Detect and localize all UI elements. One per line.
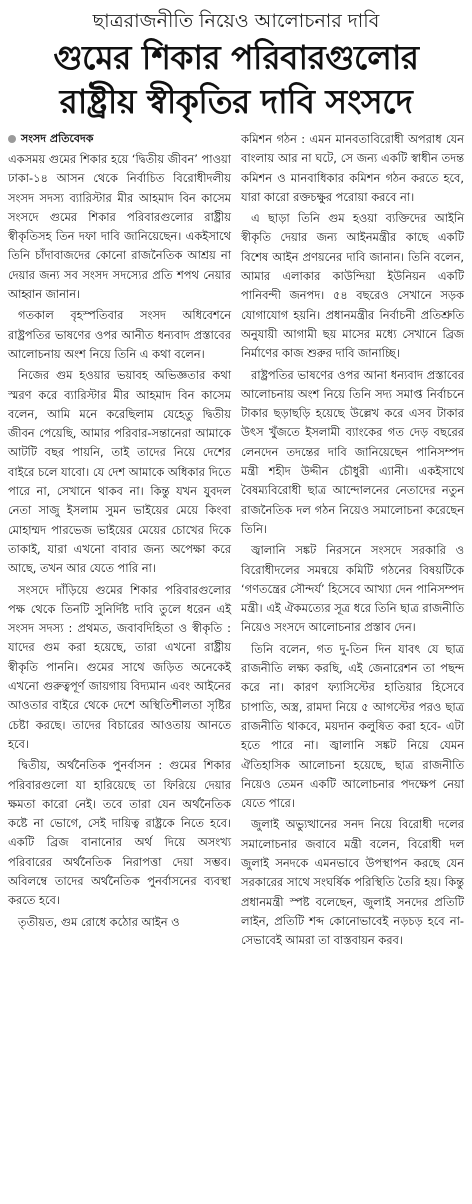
- left-column: [8, 130, 231, 952]
- paragraph: নিজের গুম হওয়ার ভয়াবহ অভিজ্ঞতার কথা স্মরণ করে ব্যারিস্টার মীর আহমাদ বিন কাসেম বলেন, আমি মনে করেছিলাম যেহেতু দ্বিতীয় জীবন পেয়েছি, আমার পরিবার-সন্তানেরা আমাকে আটটি বছর পায়নি, তাই তাদের নিয়ে দেশের বাইরে চলে যাবো। যে দেশ আমাকে অধিকার দিতে পারে না, সেখানে থাকব না। কিন্তু যখন যুবদল নেতা সাজু ইসলাম সুমন ভাইয়ের মেয়ে কিংবা মোহাম্মদ পারভেজ ভাইয়ের মেয়ের চোখের দিকে তাকাই, যারা এখনো বাবার জন্য অপেক্ষা করে আছে, তখন আর যেতে পারি না।: [8, 368, 231, 576]
- paragraph: জ্বালানি সঙ্কট নিরসনে সংসদে সরকারি ও বিরোধীদলের সমন্বয়ে কমিটি গঠনের বিষয়টিকে ‘গণতন্ত্রের সৌন্দর্য’ হিসেবে আখ্যা দেন পানিসম্পদ মন্ত্রী। এই ঐকমত্যের সূত্র ধরে তিনি ছাত্র রাজনীতি নিয়েও সংসদে আলোচনার প্রস্তাব দেন।: [241, 543, 464, 635]
- paragraph: দ্বিতীয়, অর্থনৈতিক পুনর্বাসন : গুমের শিকার পরিবারগুলো যা হারিয়েছে তা ফিরিয়ে দেয়ার ক্ষমতা কারো নেই। তবে তারা যেন অর্থনৈতিক কষ্টে না ভোগে, সেই দায়িত্ব রাষ্ট্রকে নিতে হবে। একটি ব্রিজ বানানোর অর্থ দিয়ে অসংখ্য পরিবারের অর্থনৈতিক নিরাপত্তা দেয়া সম্ভব। অবিলম্বে তাদের অর্থনৈতিক পুনর্বাসনের ব্যবস্থা করতে হবে।: [8, 758, 231, 908]
- article-headline-line1: গুমের শিকার পরিবারগুলোর: [53, 38, 419, 77]
- article-kicker: ছাত্ররাজনীতি নিয়েও আলোচনার দাবি: [92, 10, 380, 32]
- right-column: [241, 130, 464, 952]
- byline-text: সংসদ প্রতিবেদক: [21, 132, 94, 145]
- paragraph: জুলাই অভ্যুত্থানের সনদ নিয়ে বিরোধী দলের সমালোচনার জবাবে মন্ত্রী বলেন, বিরোধী দল জুলাই সনদকে এমনভাবে উপস্থাপন করছে যেন সরকারের সাথে সংঘর্ষিক পরিস্থিতি তৈরি হয়। কিন্তু প্রধানমন্ত্রী স্পষ্ট বলেছেন, জুলাই সনদের প্রতিটি লাইন, প্রতিটি শব্দ কোনোভাবেই নড়চড় হবে না- সেভাবেই আমরা তা বাস্তবায়ন করব।: [241, 817, 464, 948]
- paragraph: তিনি বলেন, গত দু-তিন দিন যাবৎ যে ছাত্র রাজনীতি লক্ষ্য করছি, এই জেনারেশন তা পছন্দ করে না। কারণ ফ্যাসিস্টের হাতিয়ার হিসেবে চাপাতি, অস্ত্র, রামদা নিয়ে ৫ আগস্টের পরও ছাত্র রাজনীতি থাকবে, ময়দান কলুষিত করা হবে- এটা হতে পারে না। জ্বালানি সঙ্কট নিয়ে যেমন ঐতিহাসিক আলোচনা হয়েছে, ছাত্র রাজনীতি নিয়েও তেমন একটি আলোচনার পদক্ষেপ নেয়া যেতে পারে।: [241, 641, 464, 811]
- article-headline-line2: রাষ্ট্রীয় স্বীকৃতির দাবি সংসদে: [59, 82, 413, 121]
- paragraph: গতকাল বৃহস্পতিবার সংসদ অধিবেশনে রাষ্ট্রপতির ভাষণের ওপর আনীত ধন্যবাদ প্রস্তাবের আলোচনায় অংশ নিয়ে তিনি এ কথা বলেন।: [8, 308, 231, 361]
- paragraph: কমিশন গঠন : এমন মানবতাবিরোধী অপরাধ যেন বাংলায় আর না ঘটে, সে জন্য একটি স্বাধীন তদন্ত কমিশন ও মানবাধিকার কমিশন গঠন করতে হবে, যারা কারো রক্তচক্ষুর পরোয়া করবে না।: [241, 132, 464, 204]
- bullet-icon: [8, 135, 16, 143]
- paragraph: তৃতীয়ত, গুম রোধে কঠোর আইন ও: [18, 914, 180, 929]
- paragraph: একসময় গুমের শিকার হয়ে ‘দ্বিতীয় জীবন’ পাওয়া ঢাকা-১৪ আসন থেকে নির্বাচিত বিরোধীদলীয় সংসদ সদস্য ব্যারিস্টার মীর আহমাদ বিন কাসেম সংসদে গুমের শিকার পরিবারগুলোর রাষ্ট্রীয় স্বীকৃতিসহ তিন দফা দাবি জানিয়েছেন। একইসাথে তিনি চাঁদাবাজদের কোনো রাজনৈতিক আশ্রয় না দেয়ার জন্য সব সংসদ সদস্যের প্রতি শপথ নেয়ার আহ্বান জানান।: [8, 152, 231, 302]
- article-body: [8, 130, 464, 952]
- paragraph: সংসদে দাঁড়িয়ে গুমের শিকার পরিবারগুলোর পক্ষ থেকে তিনটি সুনির্দিষ্ট দাবি তুলে ধরেন এই সংসদ সদস্য : প্রথমত, জবাবদিহিতা ও স্বীকৃতি : যাদের গুম করা হয়েছে, তারা এখনো রাষ্ট্রীয় স্বীকৃতি পাননি। গুমের সাথে জড়িত অনেকেই এখনো গুরুত্বপূর্ণ জায়গায় বিদ্যমান এবং আইনের আওতার বাইরে থেকে দেশে অস্থিতিশীলতা সৃষ্টির চেষ্টা করছে। তাদের বিচারের আওতায় আনতে হবে।: [8, 582, 231, 751]
- paragraph: এ ছাড়া তিনি গুম হওয়া ব্যক্তিদের আইনি স্বীকৃতি দেয়ার জন্য আইনমন্ত্রীর কাছে একটি বিশেষ আইন প্রণয়নের দাবি জানান। তিনি বলেন, আমার এলাকার কাউন্দিয়া ইউনিয়ন একটি পানিবন্দী জনপদ। ৫৪ বছরেও সেখানে সড়ক যোগাযোগ হয়নি। প্রধানমন্ত্রীর নির্বাচনী প্রতিশ্রুতি অনুযায়ী আগামী ছয় মাসের মধ্যে সেখানে ব্রিজ নির্মাণের কাজ শুরুর দাবি জানাচ্ছি।: [241, 211, 464, 361]
- byline: [8, 130, 231, 148]
- paragraph: রাষ্ট্রপতির ভাষণের ওপর আনা ধন্যবাদ প্রস্তাবের আলোচনায় অংশ নিয়ে তিনি সদ্য সমাপ্ত নির্বাচনে টাকার ছড়াছড়ি হয়েছে উল্লেখ করে এসব টাকার উৎস খুঁজতে ইসলামী ব্যাংকের গত দেড় বছরের লেনদেন তদন্তের দাবি জানিয়েছেন পানিসম্পদ মন্ত্রী শহীদ উদ্দীন চৌধুরী এ্যানী। একইসাথে বৈষম্যবিরোধী ছাত্র আন্দোলনের নেতাদের নতুন রাজনৈতিক দল গঠন নিয়েও সমালোচনা করেছেন তিনি।: [241, 367, 464, 536]
